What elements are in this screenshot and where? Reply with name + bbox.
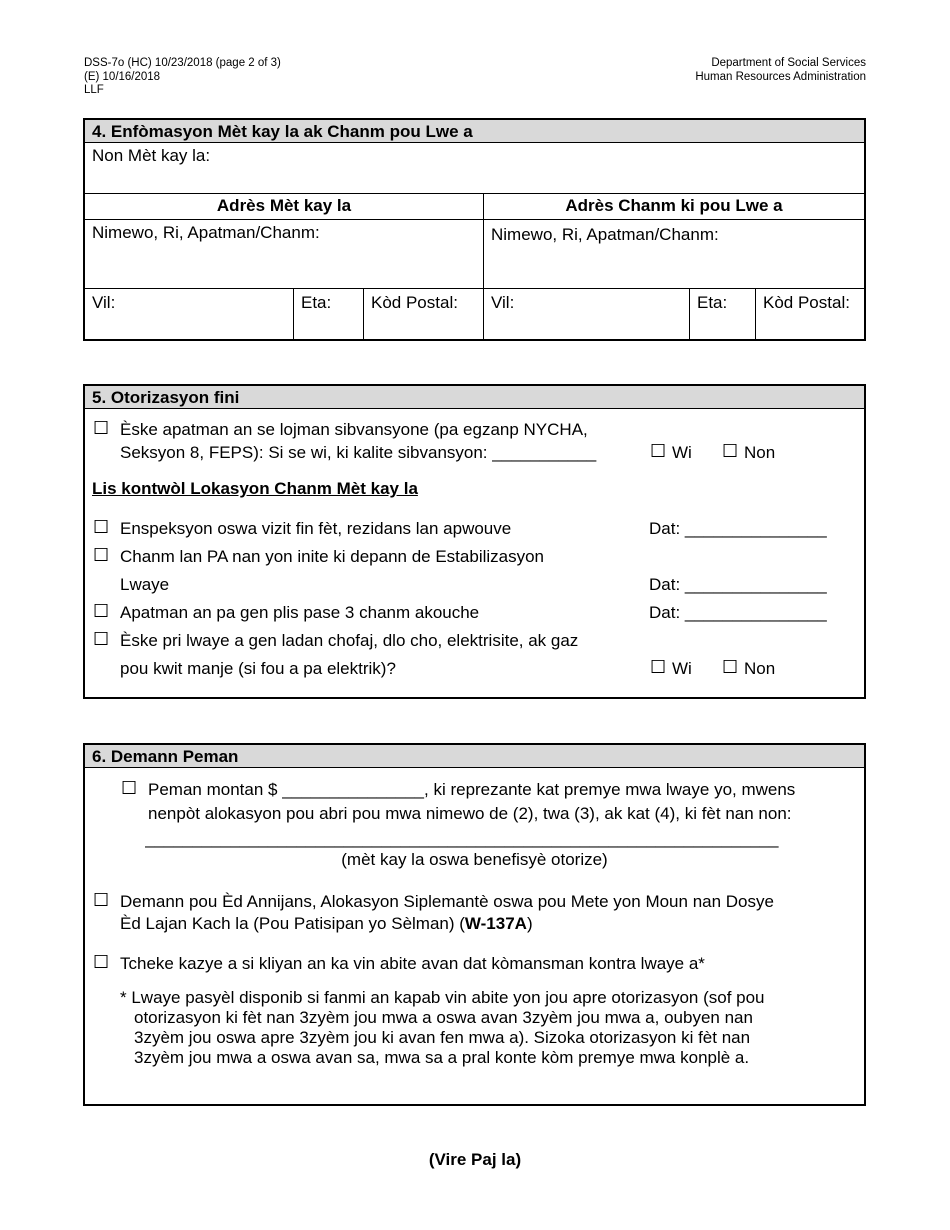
turn-page-footer: (Vire Paj la): [428, 1150, 522, 1169]
subsidized-no-label: Non: [744, 443, 776, 462]
early-move-in-label: Tcheke kazye a si kliyan an ka vin abite avan dat kòmansman kontra lwaye a*: [120, 954, 705, 973]
payment-checkbox[interactable]: ☐: [121, 778, 138, 798]
landlord-street-label: Nimewo, Ri, Apatman/Chanm:: [92, 223, 320, 242]
utilities-checkbox[interactable]: ☐: [93, 629, 110, 649]
subsidized-question-line1: Èske apatman an se lojman sibvansyone (pa egzanp NYCHA,: [120, 420, 588, 439]
emergency-assistance-line2: [120, 914, 533, 934]
early-move-in-checkbox[interactable]: ☐: [93, 952, 110, 972]
emergency-assistance-close-paren: ): [526, 914, 533, 933]
bedrooms-checkbox[interactable]: ☐: [93, 601, 110, 621]
inspection-date[interactable]: Dat: _______________: [649, 519, 827, 538]
section-5-title: 5. Otorizasyon fini: [85, 386, 864, 409]
form-language: LLF: [84, 84, 104, 96]
note-line-1: * Lwaye pasyèl disponib si fanmi an kapab vin abite yon jou apre otorizasyon (sof pou: [120, 988, 765, 1007]
landlord-state-label: Eta:: [301, 293, 332, 312]
utilities-line1: Èske pri lwaye a gen ladan chofaj, dlo cho, elektrisite, ak gaz: [120, 631, 579, 650]
subsidized-no-checkbox[interactable]: ☐: [722, 441, 739, 461]
room-city-label: Vil:: [491, 293, 515, 312]
form-header-right: [695, 57, 866, 84]
utilities-yes-label: Wi: [672, 659, 692, 678]
section-6-title: 6. Demann Peman: [85, 745, 864, 768]
utilities-line2: pou kwit manje (si fou a pa elektrik)?: [120, 659, 396, 678]
subsidized-yes-label: Wi: [672, 443, 692, 462]
form-date: (E) 10/16/2018: [84, 70, 161, 83]
payment-line2: nenpòt alokasyon pou abri pou mwa nimewo de (2), twa (3), ak kat (4), ki fèt nan non:: [148, 804, 792, 823]
room-address-header: Adrès Chanm ki pou Lwe a: [565, 196, 783, 215]
subsidized-housing-checkbox[interactable]: ☐: [93, 418, 110, 438]
utilities-no-label: Non: [744, 659, 776, 678]
bedrooms-label: Apatman an pa gen plis pase 3 chanm akouche: [120, 603, 480, 622]
landlord-zip-label: Kòd Postal:: [371, 293, 458, 312]
landlord-address-header: Adrès Mèt kay la: [216, 196, 352, 215]
form-id: DSS-7o (HC) 10/23/2018 (page 2 of 3): [84, 57, 281, 69]
inspection-checkbox[interactable]: ☐: [93, 517, 110, 537]
section-4-title: 4. Enfòmasyon Mèt kay la ak Chanm pou Lwe a: [85, 120, 864, 143]
room-state-label: Eta:: [697, 293, 728, 312]
note-line-4: 3zyèm jou mwa a oswa avan sa, mwa sa a pral konte kòm premye mwa konplè a.: [134, 1048, 750, 1067]
emergency-assistance-text: Èd Lajan Kach la (Pou Patisipan yo Sèlman) (: [120, 914, 465, 933]
bedrooms-date[interactable]: Dat: _______________: [649, 603, 827, 622]
section-5-authorization: [83, 384, 866, 699]
section-4-landlord-info: [83, 118, 866, 341]
rent-stabilization-line2: Lwaye: [120, 575, 170, 594]
partial-rent-note: [120, 988, 765, 1068]
rent-stabilization-line1: Chanm lan PA nan yon inite ki depann de Estabilizasyon: [120, 547, 545, 566]
payment-line1: Peman montan $ _______________, ki reprezante kat premye mwa lwaye yo, mwens: [148, 780, 796, 799]
form-w137a: W-137A: [464, 914, 527, 933]
subsidized-yes-checkbox[interactable]: ☐: [650, 441, 667, 461]
note-line-2: otorizasyon ki fèt nan 3zyèm jou mwa a oswa avan 3zyèm jou mwa a, oubyen nan: [134, 1008, 753, 1027]
room-zip-label: Kòd Postal:: [763, 293, 850, 312]
utilities-no-checkbox[interactable]: ☐: [722, 657, 739, 677]
department-name: Department of Social Services: [711, 57, 866, 69]
inspection-label: Enspeksyon oswa vizit fin fèt, rezidans lan apwouve: [120, 519, 512, 538]
note-line-3: 3zyèm jou oswa apre 3zyèm jou ki avan fen mwa a). Sizoka otorizasyon ki fèt nan: [134, 1028, 751, 1047]
emergency-assistance-line1: Demann pou Èd Annijans, Alokasyon Siplemantè oswa pou Mete yon Moun nan Dosye: [120, 892, 774, 911]
landlord-city-label: Vil:: [92, 293, 116, 312]
section-6-payment-request: [83, 743, 866, 1106]
rent-stabilization-date[interactable]: Dat: _______________: [649, 575, 827, 594]
form-header-left: [84, 57, 281, 98]
payee-caption: (mèt kay la oswa benefisyè otorize): [341, 850, 608, 869]
utilities-yes-checkbox[interactable]: ☐: [650, 657, 667, 677]
owner-name-label: Non Mèt kay la:: [92, 146, 211, 165]
administration-name: Human Resources Administration: [695, 70, 866, 83]
emergency-assistance-checkbox[interactable]: ☐: [93, 890, 110, 910]
checklist-title: Lis kontwòl Lokasyon Chanm Mèt kay la: [92, 479, 418, 498]
room-street-label: Nimewo, Ri, Apatman/Chanm:: [491, 225, 719, 244]
subsidized-question-line2: Seksyon 8, FEPS): Si se wi, ki kalite sibvansyon: ___________: [120, 443, 597, 462]
payee-signature-line[interactable]: ___________________________________________________________________: [145, 829, 779, 848]
rent-stabilization-checkbox[interactable]: ☐: [93, 545, 110, 565]
